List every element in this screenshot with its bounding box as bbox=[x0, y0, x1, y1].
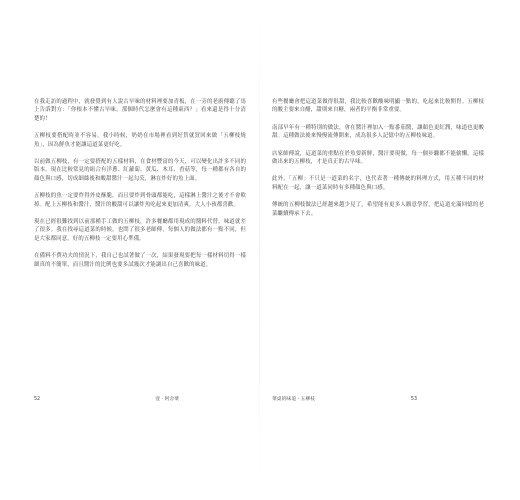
left-paragraph-1: 在我走訪的過程中，就發覺到有人說古早味的材料裡要加青板，在一旁的老廚傳聽了馬上告訴對方：「你根本不懂古早味，那個時代怎麼會有這種東西？」看來還是得十分清楚的！ bbox=[34, 99, 246, 122]
book-gutter bbox=[259, 0, 260, 500]
right-page bbox=[272, 98, 484, 227]
left-paragraph-6: 在備料不費功夫的情況下，我自己也試著做了一次，結果發現要把每一樣材料切得一樣細真的不簡單，而且醬汁的比例也要多試幾次才能調出自己喜歡的味道。 bbox=[34, 253, 246, 268]
left-paragraph-4: 五柳枝的魚一定要炸得外皮酥脆，而且要炸到骨頭都能吃，這樣淋上醬汁之後才不會軟掉。配上五柳枝和醬汁，醬汁的酸甜可以讓炸魚吃起來更加清爽，大人小孩都喜歡。 bbox=[34, 193, 246, 208]
right-paragraph-1: 有些餐廳會把這道菜做得很甜，我比較喜歡酸味明顯一點的，吃起來比較開胃。五柳枝的酸主要來自醋，甜則來自糖，兩者的平衡非常重要。 bbox=[272, 99, 484, 114]
left-paragraph-2: 五柳枝要搭配時並不容易。我小時候，奶奶在市場裡看到好貨就買回來做「五柳枝燒魚」，因為鮮魚才能讓這道菜更好吃。 bbox=[34, 133, 246, 148]
right-paragraph-2: 南部早年有一種特別的做法，會在醬汁裡加入一點番茄醬，讓顏色更紅潤，味道也更酸甜。這種做法後來慢慢流傳開來，成為很多人記憶中的五柳枝味道。 bbox=[272, 124, 484, 140]
right-paragraph-3: 店家師傅說，這道菜的重點在於魚要新鮮，醬汁要現做，每一個步驟都不能偷懶。這樣做出來的五柳枝，才是真正的古早味。 bbox=[272, 150, 484, 166]
left-page-footer: 52 壹 · 阿舍菜 bbox=[34, 397, 179, 402]
left-paragraph-5: 現在已經很難找到以前那種手工做的五柳枝，許多餐廳都用現成的醬料代替，味道就差了很多。我在找尋這道菜的時候，也問了很多老師傅，每個人的做法都有一點不同，但是大家都同意，好的五柳枝一定要用心準備。 bbox=[34, 219, 246, 242]
left-page bbox=[34, 98, 246, 278]
left-paragraph-3: 以前做五柳枝，有一定要搭配的五樣材料，在食材豐富的今天，可以變化出許多不同的版本。現在比較常見的組合有洋蔥、紅蘿蔔、黃瓜、木耳、香菇等，每一種都有各自的顏色與口感，切成細絲後和酸甜醬汁一起勾芡，淋在炸好的魚上面。 bbox=[34, 159, 246, 182]
right-paragraph-4: 此外，「五柳」不只是一道菜的名字，也代表著一種傳統的料理方式，用五種不同的材料配在一起，讓一道菜同時有多種顏色與口感。 bbox=[272, 176, 484, 191]
right-page-footer: 菜桌的味道 · 五柳枝 53 bbox=[272, 397, 417, 402]
right-paragraph-5: 傳統的五柳枝做法已經越來越少見了，希望能有更多人願意學習，把這道充滿回憶的老菜繼續傳承下去。 bbox=[272, 202, 484, 217]
